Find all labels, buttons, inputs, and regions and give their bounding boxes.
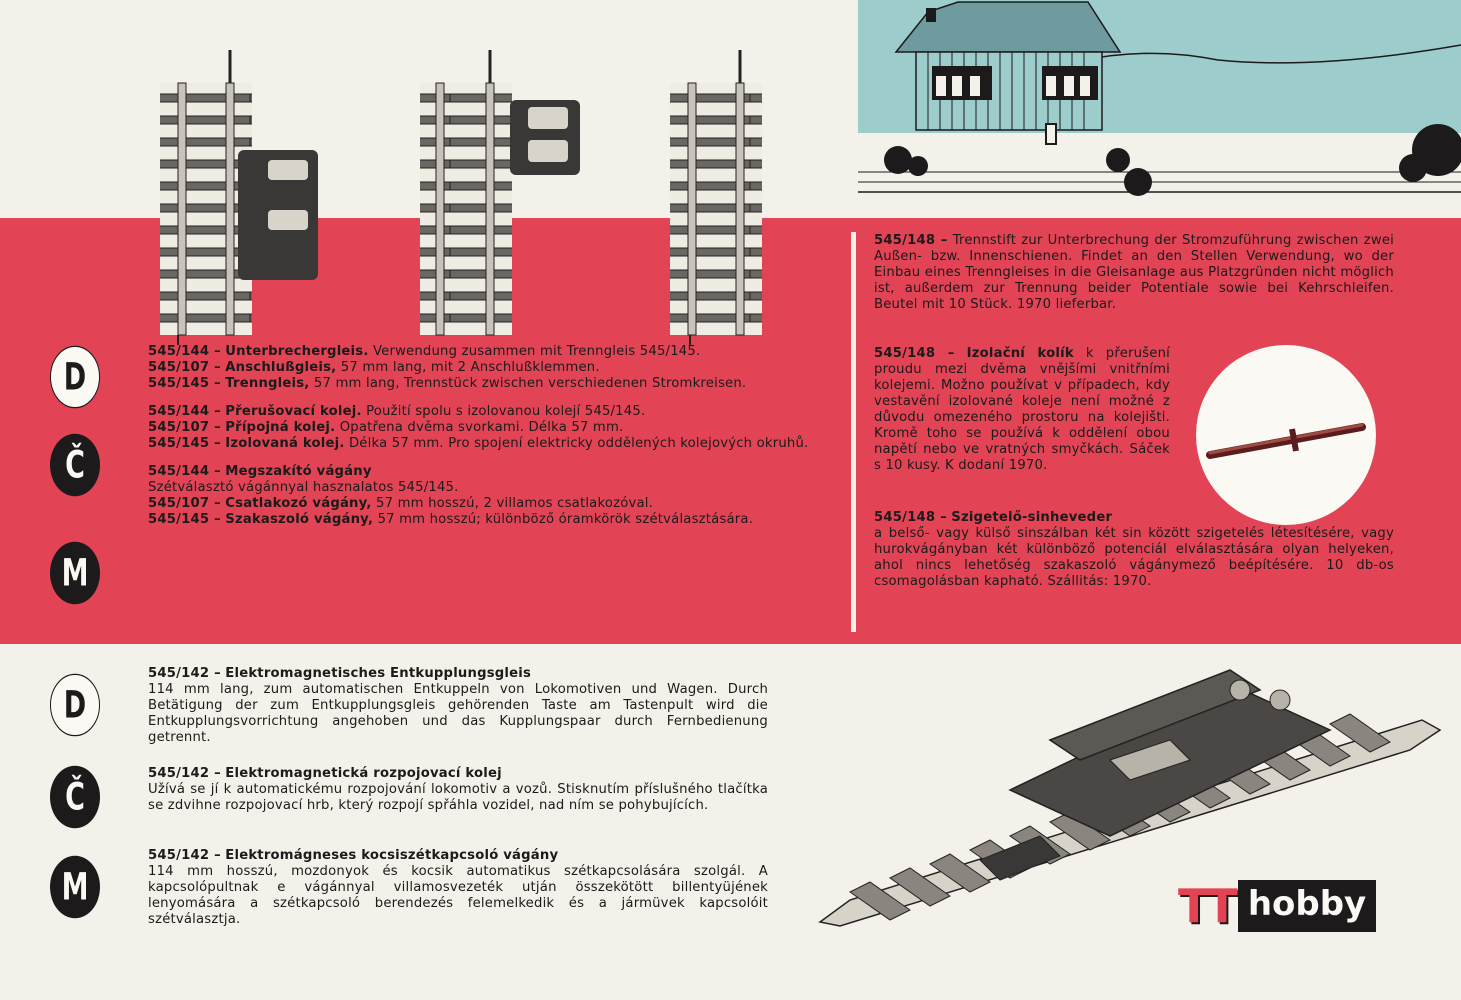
entry-hu-3: 545/145 – Szakaszoló vágány, 57 mm hosszú; különböző óramkörök szétválasztására. [148, 512, 754, 527]
entry-de-2: 545/107 – Anschlußgleis, 57 mm lang, mit 2 Anschlußklemmen. [148, 360, 600, 375]
entry-de-1: 545/144 – Unterbrechergleis. Verwendung zusammen mit Trenngleis 545/145. [148, 344, 701, 359]
language-badge-c-bottom: Č [50, 766, 100, 829]
language-badge-c: Č [50, 434, 100, 497]
column-divider [851, 232, 856, 632]
language-badge-m-bottom: M [50, 856, 100, 919]
entry-hu-1: 545/144 – Megszakító vágány Szétválasztó vágánnyal hasznalatos 545/145. [148, 464, 459, 495]
language-badge-m: M [50, 542, 100, 605]
entry-de-3: 545/145 – Trenngleis, 57 mm lang, Trennstück zwischen verschiedenen Stromkreisen. [148, 376, 747, 391]
tt-hobby-logo [1178, 878, 1376, 934]
isolating-pin-icon [1196, 345, 1376, 525]
logo-tt: TT [1178, 879, 1234, 933]
entry-hu-2: 545/107 – Csatlakozó vágány, 57 mm hosszú, 2 villamos csatlakozóval. [148, 496, 654, 511]
bottom-text-hu: 545/142 – Elektromágneses kocsiszétkapcsoló vágány 114 mm hosszú, mozdonyok és kocsik automatikus szétkapcsolására szolgál. A kapcsolópultnak e vágánnyal villamosvezeték utján összekötött billentyüjének lenyomására a szétkapcsoló berendezés felemelkedik és a jármüvek kapcsolóit szétválasztja. [148, 848, 768, 927]
language-badge-d: D [50, 346, 100, 409]
entry-cz-1: 545/144 – Přerušovací kolej. Použití spolu s izolovanou kolejí 545/145. [148, 404, 646, 419]
right-text-cz: 545/148 – Izolační kolík k přerušení proudu mezi dvěma vnějšími vnitřními kolejemi. Možno používat v případech, kdy vestavění izolované koleje není možné z důvodu omezeného prostoru na kolejišti. Kromě toho se používá k oddělení obou napětí nebo ve vratných smyčkách. Sáček s 10 kusy. K dodaní 1970. [874, 346, 1170, 473]
house-illustration [858, 0, 1461, 218]
right-text-hu: 545/148 – Szigetelő-sinheveder a belső- vagy külső sinszálban két sin között szigetelés létesítésére, vagy hurokvágányban két különböző potenciál elválasztására olyan helyeken, ahol nincs lehetőség szakaszoló vágánymező beépítésére. 10 db-os csomagolásban kapható. Szállitás: 1970. [874, 510, 1394, 589]
language-badge-d-bottom: D [50, 674, 100, 737]
logo-hobby: hobby [1238, 880, 1376, 932]
bottom-text-de: 545/142 – Elektromagnetisches Entkupplungsgleis 114 mm lang, zum automatischen Entkuppeln von Lokomotiven und Wagen. Durch Betätigung der zum Entkupplungsgleis gehörenden Taste am Tastenpult wird die Entkupplungsvorrichtung angehoben und das Kupplungspaar durch Fernbedienung getrennt. [148, 666, 768, 745]
entry-cz-3: 545/145 – Izolovaná kolej. Délka 57 mm. Pro spojení elektricky oddělených kolejových okruhů. [148, 436, 809, 451]
isolating-pin-photo [1196, 345, 1376, 525]
bottom-text-cz: 545/142 – Elektromagnetická rozpojovací kolej Užívá se jí k automatickému rozpojování lokomotiv a vozů. Stisknutím příslušného tlačítka se zdvihne rozpojovací hrb, který rozpojí spřáhla vozidel, nad ním se pohybujících. [148, 766, 768, 813]
entry-cz-2: 545/107 – Přípojná kolej. Opatřena dvěma svorkami. Délka 57 mm. [148, 420, 624, 435]
right-text-de: 545/148 – Trennstift zur Unterbrechung der Stromzuführung zwischen zwei Außen- bzw. Innenschienen. Findet an den Stellen Verwendung, wo der Einbau eines Trenngleises in die Gleisanlage aus Platzgründen nicht möglich ist, außerdem zur Trennung beider Potentiale sowie bei Kehrschleifen. Beutel mit 10 Stück. 1970 lieferbar. [874, 233, 1394, 312]
top-text-block [148, 344, 838, 528]
track-pieces-illustration [150, 45, 770, 345]
